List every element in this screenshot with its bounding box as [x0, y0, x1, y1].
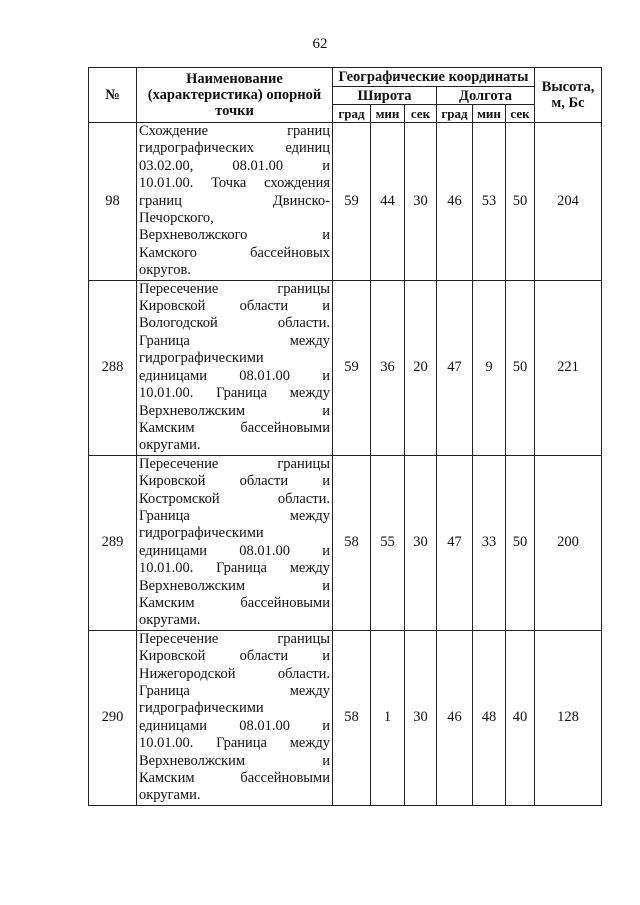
description-line: гидрографическими [139, 350, 264, 367]
description-line: Пересечение границы [139, 455, 330, 472]
latitude-min: 55 [371, 455, 405, 630]
longitude-min: 48 [473, 630, 506, 805]
header-latitude: Широта [333, 87, 437, 105]
description-line: 10.01.00. Точка схождения [139, 175, 330, 192]
latitude-sec: 30 [405, 123, 437, 281]
description-line: 10.01.00. Граница между [139, 735, 330, 752]
point-number: 290 [89, 630, 137, 805]
description-line: единицами 08.01.00 и [139, 717, 330, 734]
header-lat-min: мин [371, 105, 405, 123]
latitude-deg: 58 [333, 630, 371, 805]
description-line: Кировской области и [139, 648, 330, 665]
description-line: Камским бассейновыми [139, 770, 330, 787]
longitude-deg: 46 [437, 630, 473, 805]
point-description [137, 280, 333, 455]
header-height: Высота, м, Бс [535, 68, 602, 123]
description-line: Пересечение границы [139, 630, 330, 647]
description-line: Граница между [139, 683, 330, 699]
description-line: 10.01.00. Граница между [139, 385, 330, 402]
description-line: гидрографическими [139, 700, 264, 717]
description-line: Нижегородской области. [139, 665, 330, 682]
description-line: округами. [139, 612, 201, 629]
point-number: 289 [89, 455, 137, 630]
height-value: 128 [535, 630, 602, 805]
latitude-min: 1 [371, 630, 405, 805]
longitude-min: 9 [473, 280, 506, 455]
header-lon-sec: сек [506, 105, 535, 123]
description-line: Граница между [139, 507, 330, 524]
longitude-sec: 50 [506, 455, 535, 630]
latitude-min: 36 [371, 280, 405, 455]
header-lat-sec: сек [405, 105, 437, 123]
description-line: границ Двинско- [139, 192, 330, 209]
longitude-sec: 50 [506, 123, 535, 281]
latitude-sec: 30 [405, 455, 437, 630]
header-lon-deg: град [437, 105, 473, 123]
longitude-min: 53 [473, 123, 506, 281]
description-line: Костромской области. [139, 490, 330, 507]
description-line: 10.01.00. Граница между [139, 560, 330, 577]
description-line: Печорского, [139, 210, 214, 227]
latitude-deg: 59 [333, 280, 371, 455]
longitude-min: 33 [473, 455, 506, 630]
height-value: 200 [535, 455, 602, 630]
height-value: 221 [535, 280, 602, 455]
longitude-sec: 50 [506, 280, 535, 455]
description-line: Верхневолжского и [139, 227, 330, 244]
description-line: округов. [139, 262, 191, 279]
description-line: гидрографических единиц [139, 140, 330, 157]
description-line: Граница между [139, 332, 330, 349]
header-name: Наименование (характеристика) опорной точки [137, 68, 333, 123]
description-line: округами. [139, 787, 201, 804]
description-line: Верхневолжским и [139, 752, 330, 769]
description-line: единицами 08.01.00 и [139, 542, 330, 559]
latitude-sec: 20 [405, 280, 437, 455]
description-line: Вологодской области. [139, 315, 330, 332]
description-line: Пересечение границы [139, 280, 330, 297]
description-line: Кировской области и [139, 473, 330, 490]
description-line: Верхневолжским и [139, 402, 330, 419]
description-line: Кировской области и [139, 298, 330, 315]
page-number: 62 [312, 36, 328, 52]
latitude-sec: 30 [405, 630, 437, 805]
height-value: 204 [535, 123, 602, 281]
header-longitude: Долгота [437, 87, 535, 105]
point-description [137, 630, 333, 805]
description-line: Камским бассейновыми [139, 594, 330, 611]
header-lon-min: мин [473, 105, 506, 123]
description-line: Верхневолжским и [139, 577, 330, 594]
point-description [137, 123, 333, 281]
point-number: 98 [89, 123, 137, 281]
description-line: 03.02.00, 08.01.00 и [139, 157, 330, 174]
point-description [137, 455, 333, 630]
description-line: Камским бассейновыми [139, 419, 330, 436]
description-line: округами. [139, 437, 201, 454]
header-geo-coords: Географические координаты [333, 68, 535, 87]
description-line: Схождение границ [139, 123, 330, 139]
coordinates-table [88, 67, 602, 806]
table-row [89, 280, 602, 455]
longitude-sec: 40 [506, 630, 535, 805]
longitude-deg: 46 [437, 123, 473, 281]
description-line: гидрографическими [139, 525, 264, 542]
longitude-deg: 47 [437, 280, 473, 455]
latitude-min: 44 [371, 123, 405, 281]
table-row [89, 630, 602, 805]
table-row [89, 123, 602, 281]
header-num: № [89, 68, 137, 123]
header-lat-deg: град [333, 105, 371, 123]
description-line: единицами 08.01.00 и [139, 367, 330, 384]
longitude-deg: 47 [437, 455, 473, 630]
latitude-deg: 58 [333, 455, 371, 630]
point-number: 288 [89, 280, 137, 455]
latitude-deg: 59 [333, 123, 371, 281]
description-line: Камского бассейновых [139, 244, 330, 261]
table-row [89, 455, 602, 630]
